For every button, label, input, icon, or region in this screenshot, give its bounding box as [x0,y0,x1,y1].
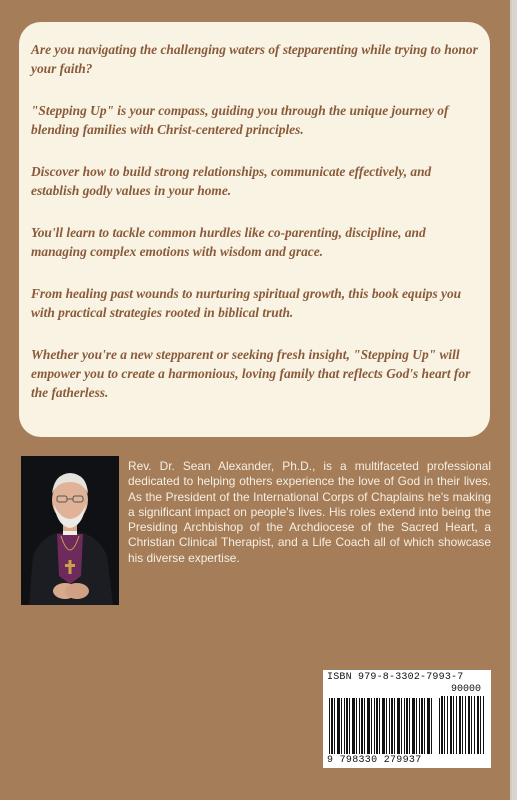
blurb-paragraph: Discover how to build strong relationships, communicate effectively, and establish godly values in your home. [31,164,432,198]
blurb-paragraph: From healing past wounds to nurturing spiritual growth, this book equips you with practical strategies rooted in biblical truth. [31,286,462,320]
isbn-barcode [323,670,491,768]
barcode-digits: 9 798330 279937 [327,755,422,766]
price-code: 90000 [451,684,482,695]
author-bio: Rev. Dr. Sean Alexander, Ph.D., is a multifaceted professional dedicated to helping others experience the love of God in their lives. As the President of the International Corps of Chaplains he's making a significant impact on people's lives. His roles extend into being the Presiding Archbishop of the Archdiocese of the Sacred Heart, a Christian Clinical Therapist, and a Life Coach all of which showcase his diverse expertise. [128,459,491,565]
isbn-label: ISBN 979-8-3302-7993-7 [327,672,464,683]
blurb-paragraph: You'll learn to tackle common hurdles like co-parenting, discipline, and managing complex emotions with wisdom and grace. [31,225,426,259]
author-photo [21,456,119,605]
price-barcode-bars [441,696,485,754]
blurb-paragraph: "Stepping Up" is your compass, guiding you through the unique journey of blending families with Christ-centered principles. [31,103,449,137]
author-portrait-illustration [21,456,119,605]
blurb-paragraph: Whether you're a new stepparent or seeking fresh insight, "Stepping Up" will empower you to create a harmonious, loving family that reflects God's heart for the fatherless. [31,347,471,400]
blurb-text [31,40,479,425]
barcode-gap [434,694,438,756]
blurb-paragraph: Are you navigating the challenging waters of stepparenting while trying to honor your faith? [31,42,478,76]
